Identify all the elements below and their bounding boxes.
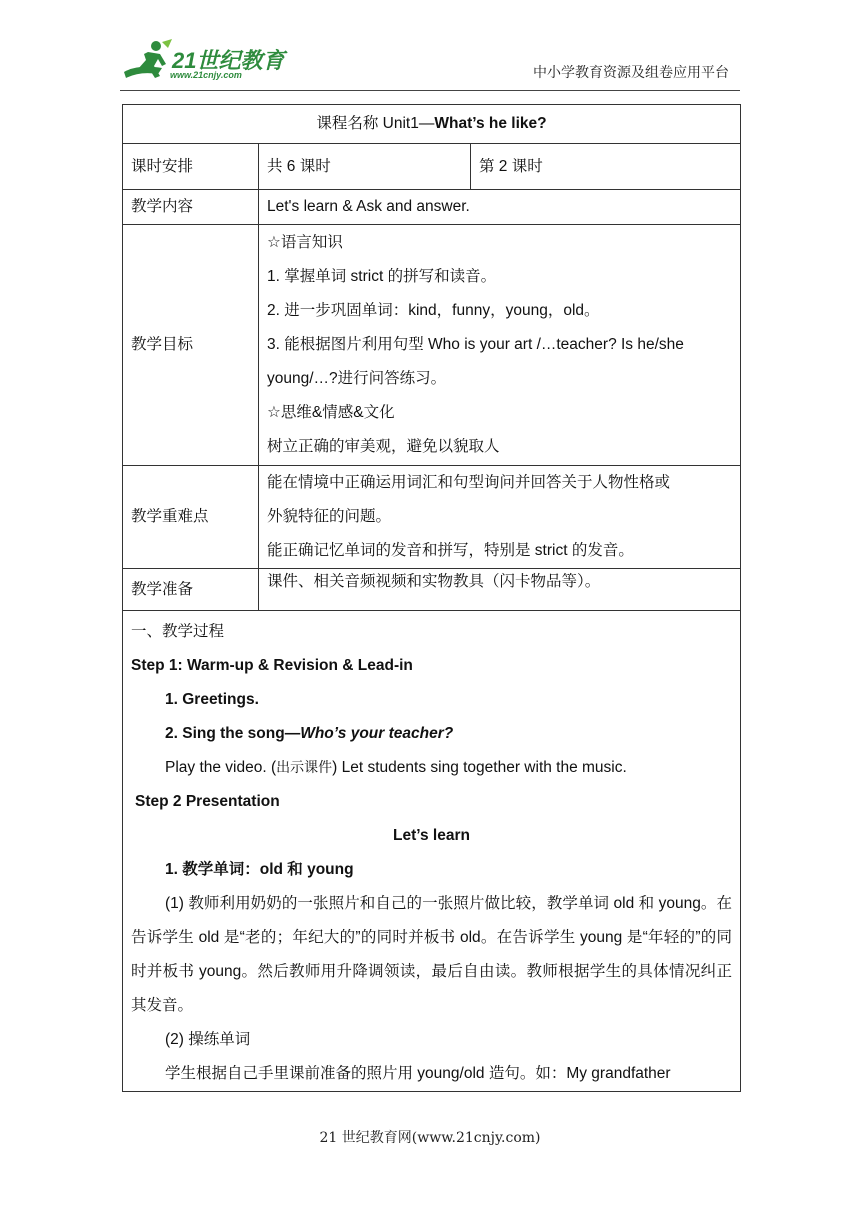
greetings-item: 1. Greetings. (165, 691, 259, 708)
content-row (123, 190, 741, 225)
page-footer: 21 世纪教育网(www.21cnjy.com) (319, 1130, 541, 1146)
goal-line: 3. 能根据图片利用句型 Who is your art /…teacher? Is he/she (267, 336, 684, 353)
goals-label: 教学目标 (123, 225, 259, 466)
key-point-line: 外貌特征的问题。 (267, 508, 392, 525)
step2-heading: Step 2 Presentation (135, 793, 280, 810)
key-points-label: 教学重难点 (123, 466, 259, 569)
schedule-row (123, 144, 741, 190)
goal-line: 树立正确的审美观，避免以貌取人 (267, 438, 500, 455)
goal-line: 1. 掌握单词 strict 的拼写和读音。 (267, 268, 497, 285)
prep-value: 课件、相关音频视频和实物教具（闪卡物品等）。 (259, 569, 741, 611)
goal-line: ☆思维&情感&文化 (267, 404, 395, 421)
key-point-line: 能正确记忆单词的发音和拼写，特别是 strict 的发音。 (267, 542, 634, 559)
course-title (123, 105, 741, 144)
lesson-plan-table (122, 104, 741, 1092)
play-video-line (131, 751, 732, 785)
prep-row (123, 569, 741, 611)
play-video-c: ) Let students sing together with the music. (332, 759, 627, 776)
logo-text: 21世纪教育 (172, 48, 285, 73)
sing-song-item (131, 717, 732, 751)
schedule-current: 第 2 课时 (471, 144, 741, 190)
course-title-prefix: 课程名称 Unit1— (316, 115, 435, 132)
prep-label: 教学准备 (123, 569, 259, 611)
teaching-paragraph-1: (1) 教师利用奶奶的一张照片和自己的一张照片做比较，教学单词 old 和 young。在告诉学生 old 是“老的；年纪大的”的同时并板书 old。在告诉学生 young 是“年轻的”的同时并板书 young。然后教师用升降调领读，最后自由读。教师根据学生的具体情况纠正其发音。 (131, 895, 732, 1014)
play-video-a: Play the video. ( (165, 759, 277, 776)
song-title: Who’s your teacher? (300, 725, 454, 742)
sing-song-prefix: 2. Sing the song— (165, 725, 301, 742)
lets-learn-heading: Let’s learn (393, 827, 470, 844)
process-row (123, 611, 741, 1092)
teaching-paragraph-2: 学生根据自己手里课前准备的照片用 young/old 造句。如：My grandfather (165, 1065, 671, 1082)
content-value: Let's learn & Ask and answer. (259, 190, 741, 225)
logo-url: www.21cnjy.com (170, 70, 242, 80)
teach-words-item: 1. 教学单词：old 和 young (165, 861, 354, 878)
course-title-unit: What’s he like? (434, 115, 547, 132)
goals-row (123, 225, 741, 466)
process-cell (123, 611, 741, 1092)
platform-name: 中小学教育资源及组卷应用平台 (533, 65, 729, 81)
course-title-row (123, 105, 741, 144)
schedule-label: 课时安排 (123, 144, 259, 190)
practice-item: (2) 操练单词 (165, 1031, 251, 1048)
goal-line: 2. 进一步巩固单词：kind，funny，young，old。 (267, 302, 600, 319)
key-point-line: 能在情境中正确运用词汇和句型询问并回答关于人物性格或 (267, 474, 671, 491)
page-header (0, 0, 860, 95)
header-divider (120, 90, 740, 91)
schedule-total: 共 6 课时 (259, 144, 471, 190)
goal-line: ☆语言知识 (267, 234, 343, 251)
goal-line: young/…?进行问答练习。 (267, 370, 447, 387)
step1-heading: Step 1: Warm-up & Revision & Lead-in (131, 657, 413, 674)
key-points-row (123, 466, 741, 569)
goals-list (259, 225, 741, 466)
play-video-b: 出示课件 (276, 760, 333, 776)
key-points-list (259, 466, 741, 569)
process-heading: 一、教学过程 (131, 623, 225, 640)
content-label: 教学内容 (123, 190, 259, 225)
